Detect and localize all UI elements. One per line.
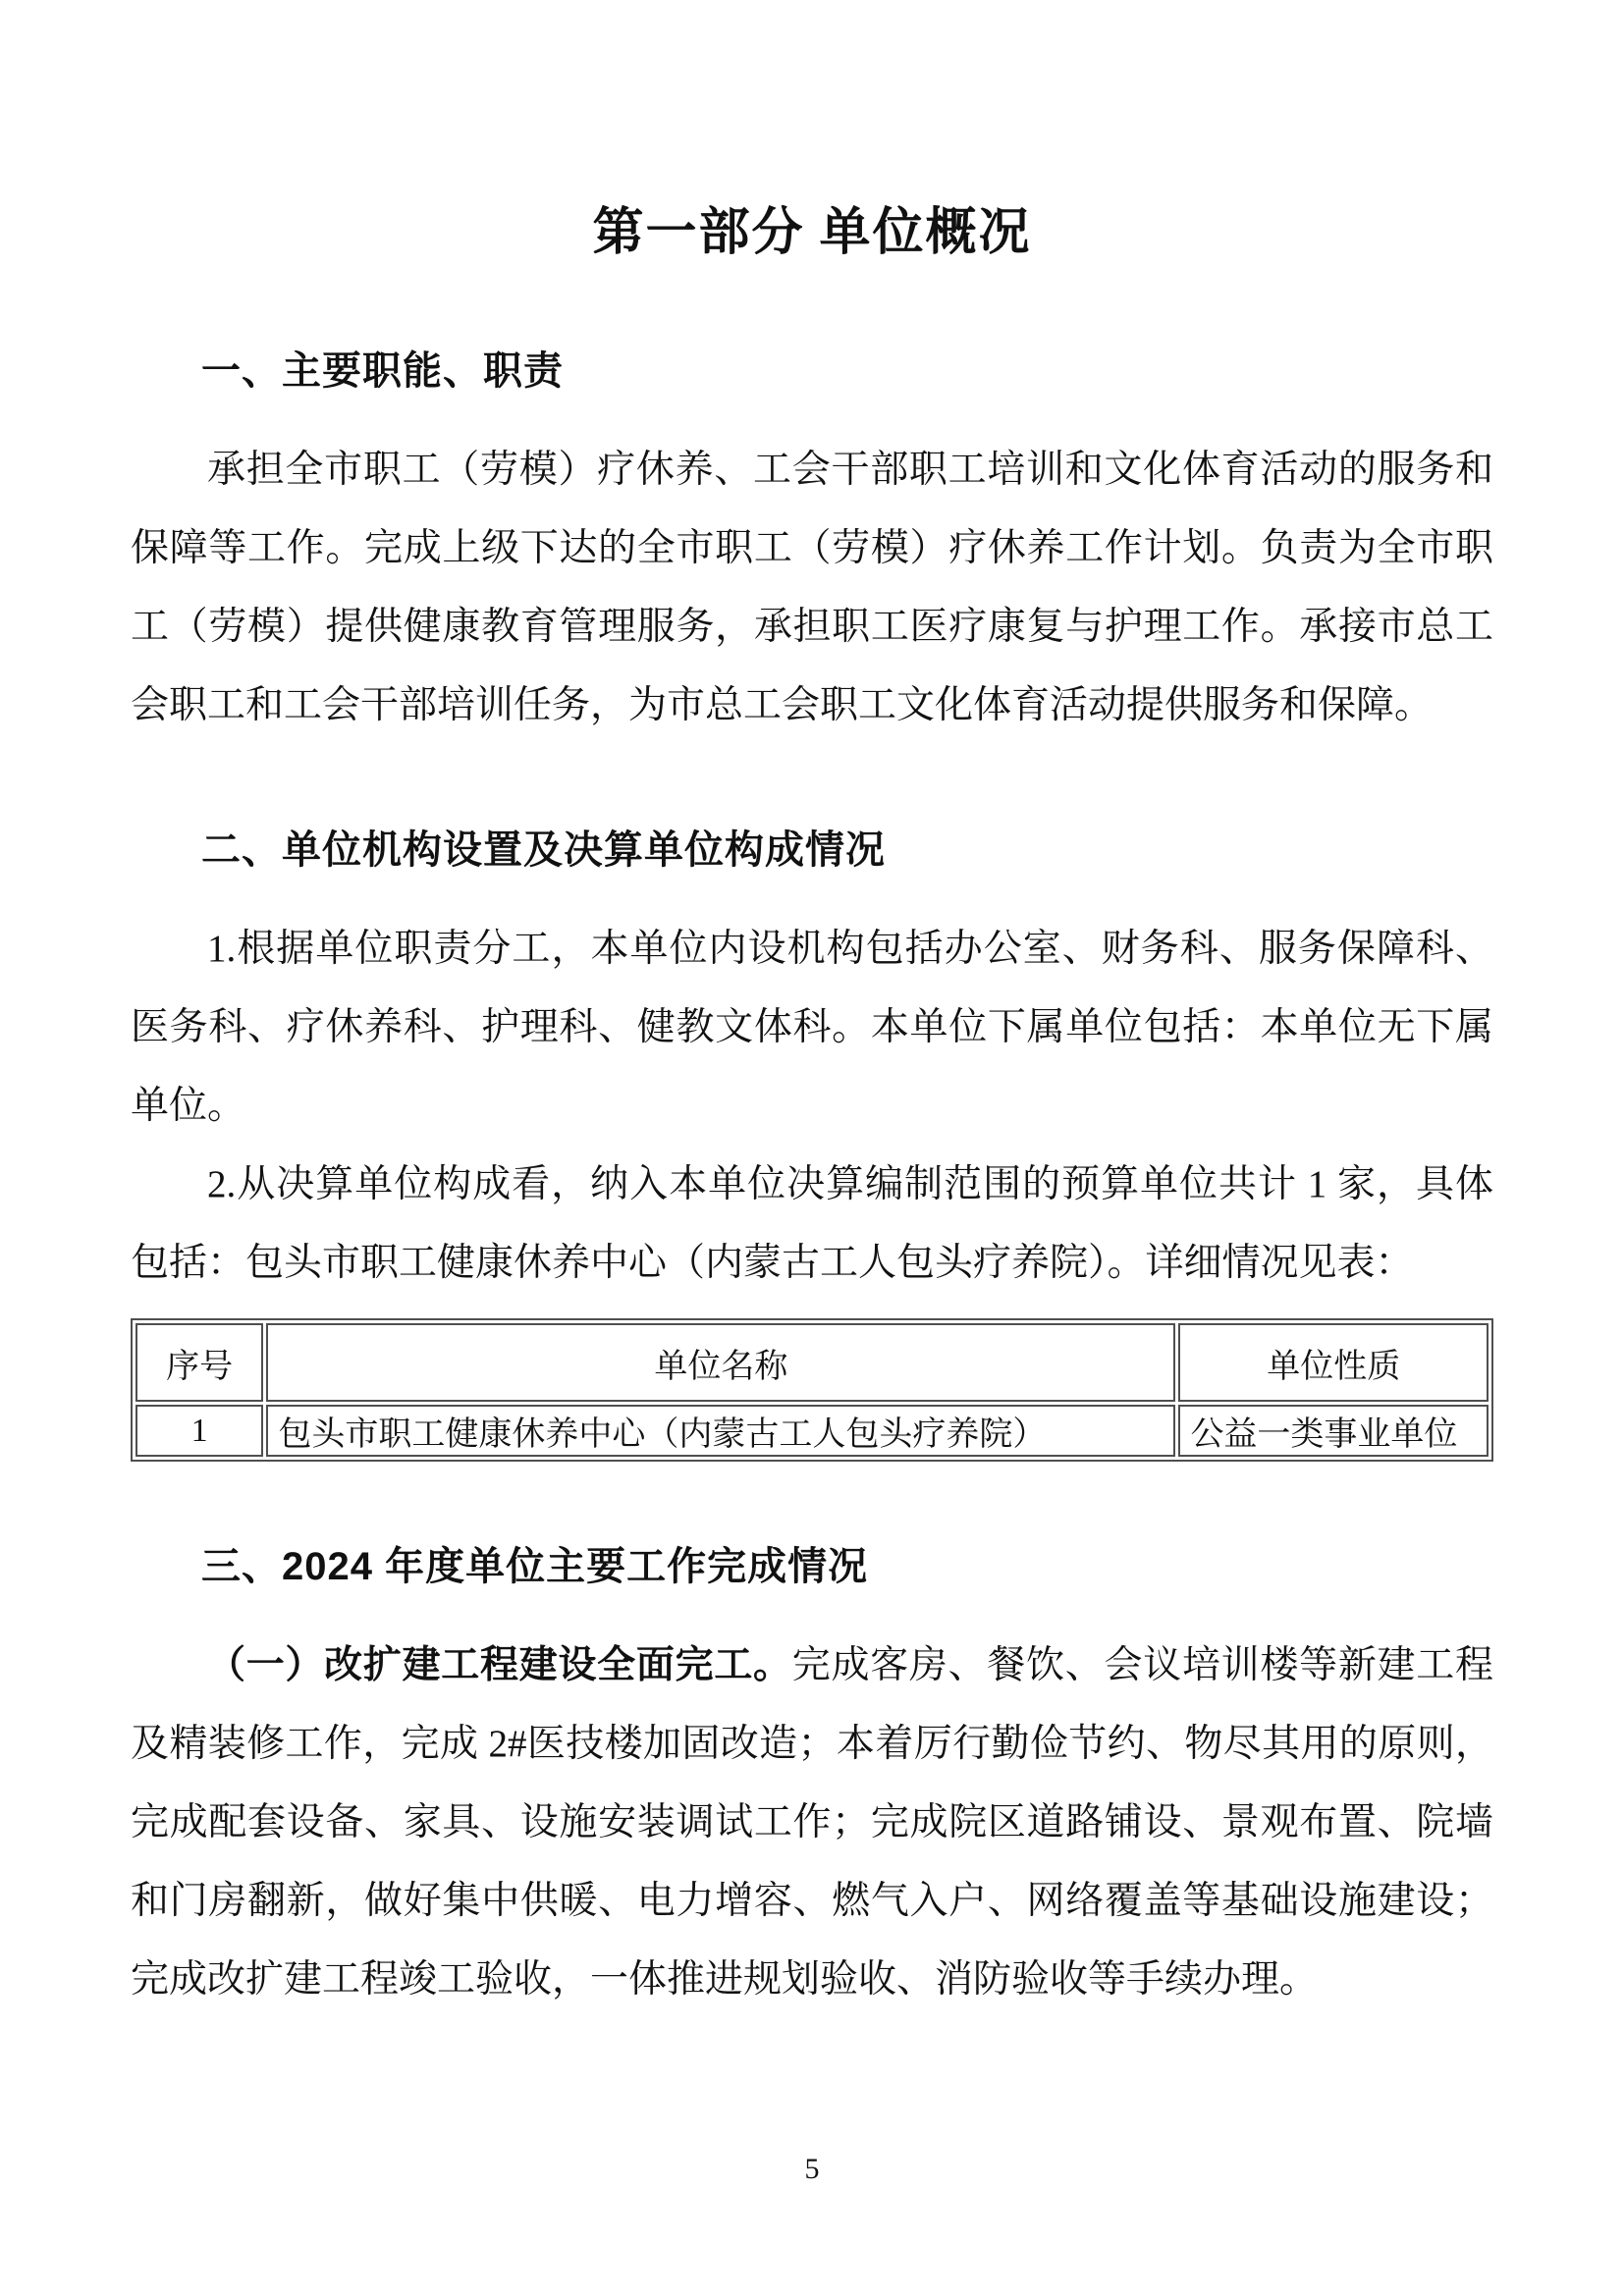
paragraph-budget-units: 2.从决算单位构成看，纳入本单位决算编制范围的预算单位共计 1 家，具体包括：包头市职工健康休养中心（内蒙古工人包头疗养院）。详细情况见表： bbox=[131, 1163, 1493, 1284]
table-header-row bbox=[135, 1323, 1489, 1402]
section-heading-org-structure: 二、单位机构设置及决算单位构成情况 bbox=[201, 828, 886, 872]
section-heading-2024-work: 三、2024 年度单位主要工作完成情况 bbox=[201, 1545, 869, 1588]
page-title: 第一部分 单位概况 bbox=[592, 205, 1032, 261]
paragraph-main-duties: 承担全市职工（劳模）疗休养、工会干部职工培训和文化体育活动的服务和保障等工作。完成上级下达的全市职工（劳模）疗休养工作计划。负责为全市职工（劳模）提供健康教育管理服务，承担职工医疗康复与护理工作。承接市总工会职工和工会干部培训任务，为市总工会职工文化体育活动提供服务和保障。 bbox=[131, 449, 1493, 726]
table-cell-unit-nature: 公益一类事业单位 bbox=[1178, 1405, 1489, 1457]
table-header-index: 序号 bbox=[135, 1323, 263, 1402]
paragraph-internal-departments: 1.根据单位职责分工，本单位内设机构包括办公室、财务科、服务保障科、医务科、疗休养科、护理科、健教文体科。本单位下属单位包括：本单位无下属单位。 bbox=[131, 928, 1493, 1127]
table-header-unit-nature: 单位性质 bbox=[1178, 1323, 1489, 1402]
table-cell-unit-name: 包头市职工健康休养中心（内蒙古工人包头疗养院） bbox=[266, 1405, 1175, 1457]
paragraph-construction-work bbox=[131, 1627, 1493, 2019]
page-number: 5 bbox=[804, 2153, 820, 2185]
table-row bbox=[135, 1405, 1489, 1457]
org-units-table bbox=[131, 1318, 1493, 1462]
paragraph-lead-bold: （一）改扩建工程建设全面完工。 bbox=[207, 1644, 792, 1686]
table-cell-index: 1 bbox=[135, 1405, 263, 1457]
table-header-unit-name: 单位名称 bbox=[266, 1323, 1175, 1402]
section-heading-main-duties: 一、主要职能、职责 bbox=[201, 349, 564, 393]
paragraph-rest: 完成客房、餐饮、会议培训楼等新建工程及精装修工作，完成 2#医技楼加固改造；本着厉行勤俭节约、物尽其用的原则，完成配套设备、家具、设施安装调试工作；完成院区道路铺设、景观布置、院墙和门房翻新，做好集中供暖、电力增容、燃气入户、网络覆盖等基础设施建设；完成改扩建工程竣工验收，一体推进规划验收、消防验收等手续办理。 bbox=[131, 1644, 1493, 2001]
